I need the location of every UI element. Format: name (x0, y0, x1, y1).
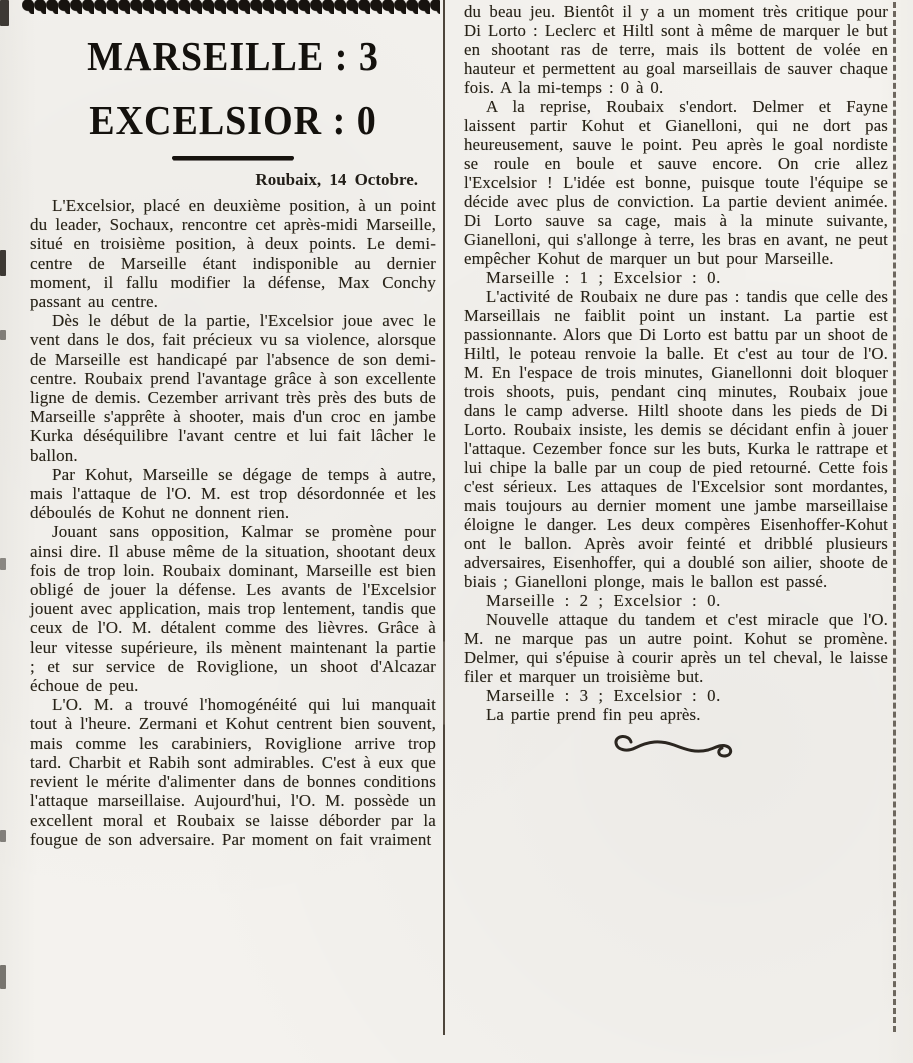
headline-line-2: EXCELSIOR : 0 (89, 98, 377, 144)
score-line: Marseille : 3 ; Excelsior : 0. (486, 686, 721, 705)
article-paragraph: Jouant sans opposition, Kalmar se promène pour ainsi dire. Il abuse même de la situation, shootant deux fois de trop loin. Roubaix dominant, Marseille est bien obligé de jouer la défense. Les avants de l'Excelsior jouent avec application, mais trop lentement, tandis que ceux de l'O. M. détalent comme des lièvres. Grâce à leur vitesse supérieure, ils mènent maintenant la partie ; et sur service de Roviglione, un shoot d'Alcazar échoue de peu. (30, 522, 436, 696)
article-paragraph: L'O. M. a trouvé l'homogénéité qui lui manquait tout à l'heure. Zermani et Kohut centrent bien souvent, mais comme les carabiniers, Roviglione arrive trop tard. Charbit et Rabih sont admirables. C'est à eux que revient le mérite d'alimenter dans de bonnes conditions l'attaque marseillaise. Aujourd'hui, l'O. M. possède un excellent moral et Roubaix se laisse déborder par la fougue de son adversaire. Par moment on fait vraiment (30, 695, 436, 849)
article-paragraph: Nouvelle attaque du tandem et c'est miracle que l'O. M. ne marque pas un autre point. Kohut se promène. Delmer, qui s'épuise à courir après un tel cheval, le laisse filer et marquer un troisième but. (464, 610, 888, 686)
scan-artifact (0, 0, 9, 26)
end-flourish-ornament (464, 730, 888, 765)
article-right-column (464, 2, 888, 765)
article-paragraph: L'activité de Roubaix ne dure pas : tandis que celle des Marseillais ne faiblit point un instant. La partie est passionnante. Alors que Di Lorto est battu par un shoot de Hiltl, le poteau renvoie la balle. Et c'est au tour de l'O. M. En l'espace de trois minutes, Gianellonni doit bloquer trois shoots, puis, pendant cinq minutes, Roubaix joue dans le camp adverse. Hiltl shoote dans les pieds de Di Lorto. Roubaix insiste, les demis se décidant enfin à jouer l'attaque. Cezember fonce sur les buts, Kurka le rattrape et lui chipe la balle par un coup de pied retourné. Cette fois c'est sérieux. Les attaques de l'Excelsior sont mordantes, mais toujours au dernier moment une jambe marseillaise éloigne le danger. Les deux compères Eisenhoffer-Kohut ont le ballon. Après avoir feinté et dribblé plusieurs adversaires, Eisenhoffer, qui a doublé son ailier, shoote de biais ; Gianelloni plonge, mais le ballon est passé. (464, 287, 888, 591)
article-paragraph: La partie prend fin peu après. (486, 705, 701, 724)
score-line: Marseille : 1 ; Excelsior : 0. (486, 268, 721, 287)
right-column-body (464, 2, 888, 724)
scan-artifact (0, 830, 6, 842)
headline-line-1: MARSEILLE : 3 (87, 34, 379, 80)
article-paragraph: A la reprise, Roubaix s'endort. Delmer et Fayne laissent partir Kohut et Gianelloni, qui ne dort pas heureusement, sauve le point. Peu après le goal nordiste se roule en boule et sauve encore. On crie allez l'Excelsior ! L'idée est bonne, puisque toute l'équipe se décide avec plus de conviction. La partie devient animée. Di Lorto sauve sa cage, mais à la minute suivante, Gianelloni, qui s'allonge à terre, les bras en avant, ne peut empêcher Kohut de marquer un but pour Marseille. (464, 97, 888, 268)
dateline: Roubaix, 14 Octobre. (255, 170, 418, 189)
column-divider-rule (443, 0, 445, 1035)
article-paragraph: L'Excelsior, placé en deuxième position, à un point du leader, Sochaux, rencontre cet après-midi Marseille, situé en troisième position, à deux points. Le demi-centre de Marseille étant indisponible au dernier moment, il fallu modifier la défense, Max Conchy passant au centre. (30, 196, 436, 312)
article-paragraph: Par Kohut, Marseille se dégage de temps à autre, mais l'attaque de l'O. M. est trop désordonnée et les déboulés de Kohut ne donnent rien. (30, 464, 436, 523)
right-margin-rule (893, 2, 896, 1032)
left-column-body (30, 196, 436, 849)
article-left-column (30, 14, 436, 849)
scalloped-border-ornament (22, 0, 440, 14)
scan-artifact (0, 250, 6, 276)
headline-underline-rule (172, 156, 294, 160)
swash-squiggle-icon (606, 730, 746, 760)
article-paragraph: Dès le début de la partie, l'Excelsior joue avec le vent dans le dos, fait précieux vu sa violence, alorsque de Marseille est handicapé par l'absence de son demi-centre. Roubaix prend l'avantage grâce à son excellente ligne de demis. Cezember arrivant très près des buts de Marseille s'apprête à shooter, mais d'un croc en jambe Kurka déséquilibre l'avant centre et lui fait lâcher le ballon. (30, 311, 436, 465)
scan-artifact (0, 558, 6, 570)
article-paragraph: du beau jeu. Bientôt il y a un moment très critique pour Di Lorto : Leclerc et Hiltl sont à même de marquer le but en shootant ras de terre, mais ils bottent de volée en hauteur et permettent au goal marseillais de sauver chaque fois. A la mi-temps : 0 à 0. (464, 2, 888, 97)
scan-artifact (0, 330, 6, 340)
scan-artifact (0, 965, 6, 989)
score-line: Marseille : 2 ; Excelsior : 0. (486, 591, 721, 610)
